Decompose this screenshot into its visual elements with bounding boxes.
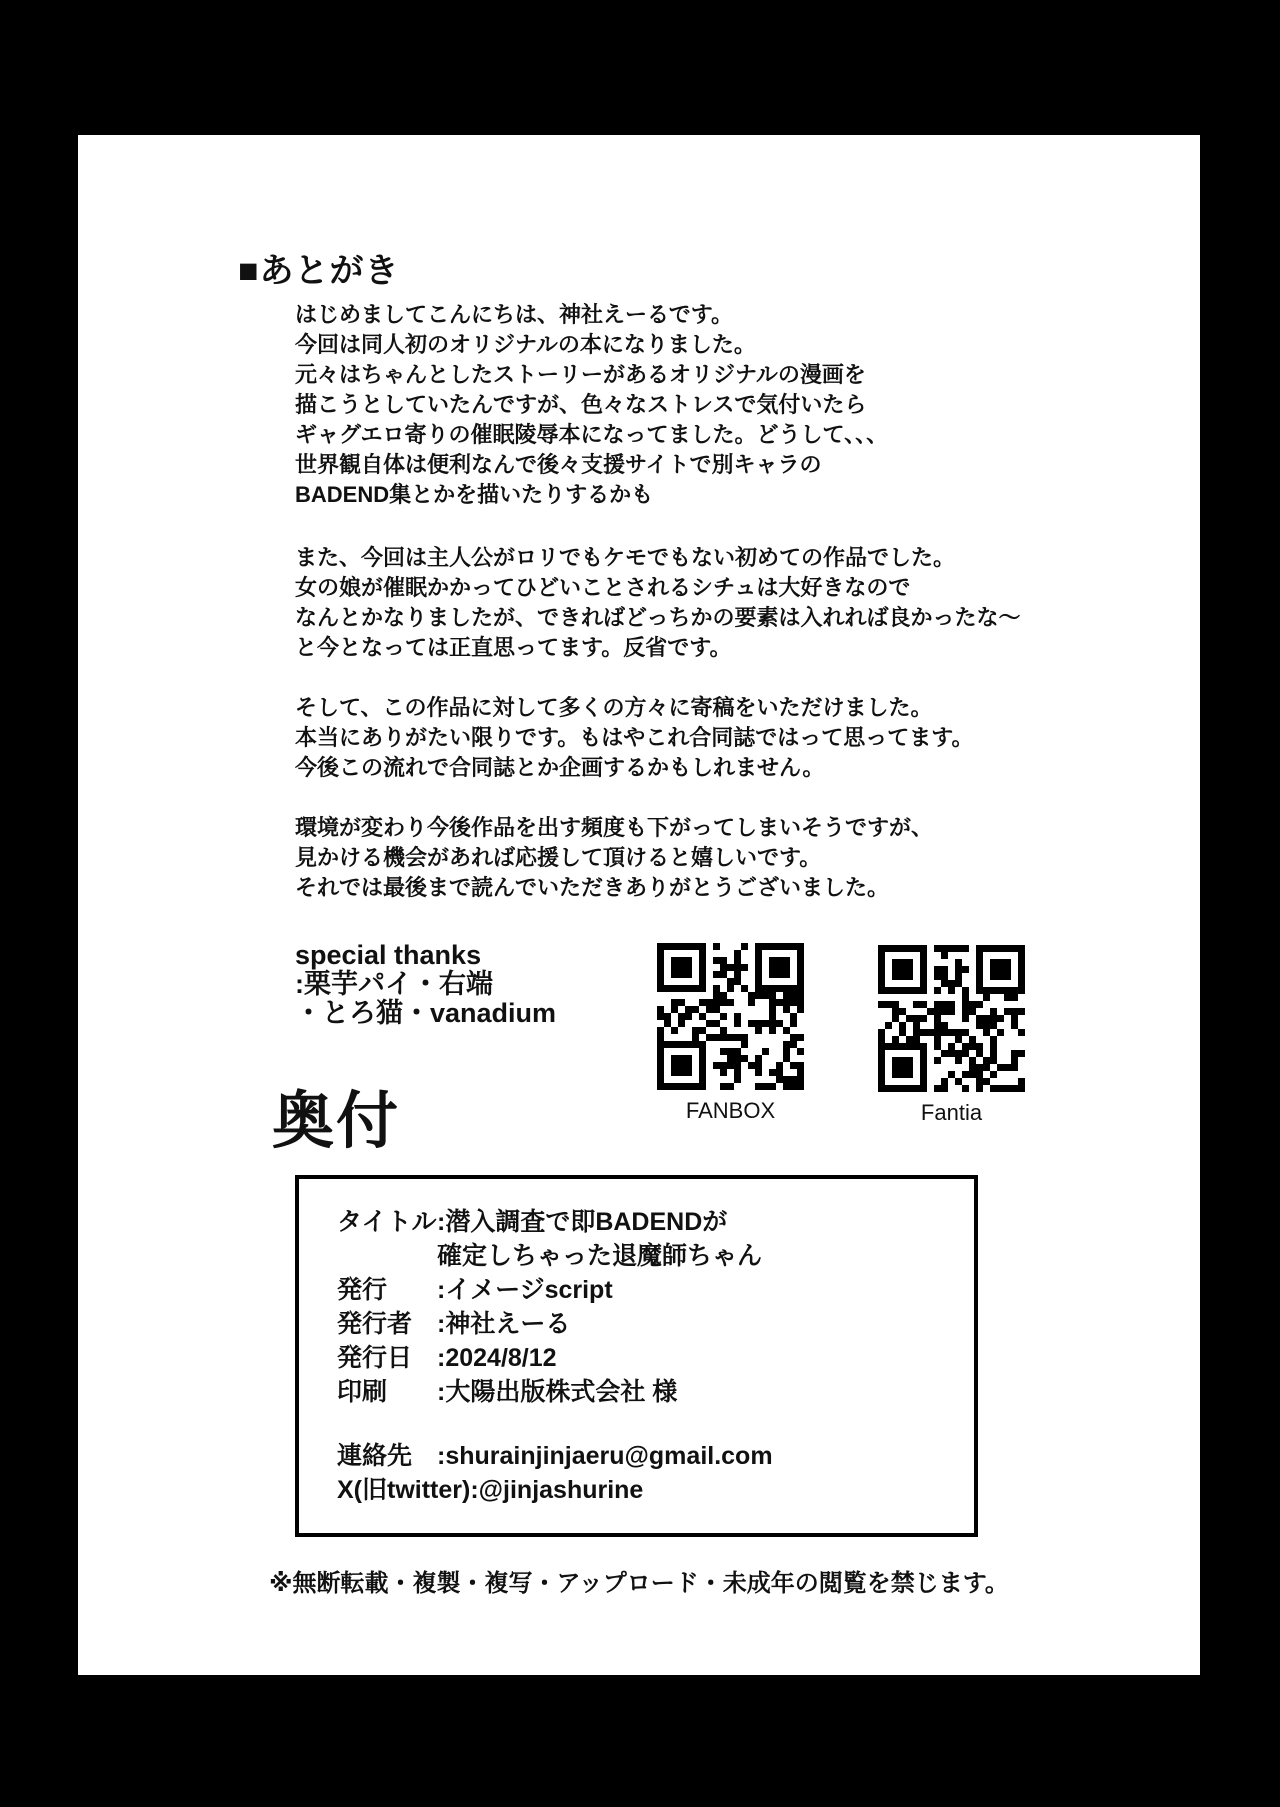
paragraph-line: 描こうとしていたんですが、色々なストレスで気付いたら (295, 392, 867, 417)
fantia-qr-code (878, 945, 1025, 1092)
paragraph-line: ギャグエロ寄りの催眠陵辱本になってました。どうして、、、 (295, 422, 889, 447)
special-thanks-names: :栗芋パイ・右端 (295, 969, 493, 999)
fantia-qr-block (878, 945, 1025, 1126)
paragraph-line: と今となっては正直思ってます。反省です。 (295, 635, 732, 660)
paragraph-line: 元々はちゃんとしたストーリーがあるオリジナルの漫画を (295, 362, 866, 387)
colophon-row-title-cont (337, 1239, 964, 1273)
paragraph-line: また、今回は主人公がロリでもケモでもない初めての作品でした。 (295, 545, 956, 570)
colophon-heading: 奥付 (272, 1087, 401, 1156)
paragraph-line: 女の娘が催眠かかってひどいことされるシチュは大好きなので (295, 575, 911, 600)
colophon-value: :潜入調査で即BADENDが (437, 1208, 728, 1236)
paragraph-line: なんとかなりましたが、できればどっちかの要素は入れれば良かったな〜 (295, 605, 1021, 630)
special-thanks-title: special thanks (295, 940, 482, 970)
fanbox-qr-code (657, 943, 804, 1090)
colophon-label: 発行 (337, 1276, 388, 1304)
colophon-row-twitter (337, 1473, 964, 1507)
paragraph-line: 見かける機会があれば応援して頂けると嬉しいです。 (295, 845, 822, 870)
paragraph-line: はじめましてこんにちは、神社えーるです。 (295, 302, 734, 327)
colophon-value: :2024/8/12 (437, 1344, 557, 1372)
colophon-value: :shurainjinjaeru@gmail.com (437, 1442, 773, 1470)
copyright-notice: ※無断転載・複製・複写・アップロード・未成年の閲覧を禁じます。 (269, 1570, 1009, 1597)
paragraph-line: BADEND集とかを描いたりするかも (295, 482, 654, 507)
fanbox-qr-label: FANBOX (685, 1098, 776, 1123)
paragraph-line: 今回は同人初のオリジナルの本になりました。 (295, 332, 756, 357)
colophon-row-contact (337, 1439, 964, 1473)
fanbox-qr-block (657, 943, 804, 1124)
colophon-row-publisher (337, 1273, 964, 1307)
colophon-box (295, 1175, 978, 1537)
colophon-value: :大陽出版株式会社 様 (437, 1378, 678, 1406)
colophon-label: 発行者 (337, 1310, 413, 1338)
afterword-paragraph-2 (295, 543, 1021, 663)
afterword-paragraph-3 (295, 693, 973, 783)
colophon-label: 発行日 (337, 1344, 413, 1372)
colophon-row-printer (337, 1375, 964, 1409)
colophon-label (337, 1239, 437, 1273)
colophon-label: 印刷 (337, 1378, 388, 1406)
special-thanks-block (295, 941, 556, 1028)
paragraph-line: 環境が変わり今後作品を出す頻度も下がってしまいそうですが、 (295, 815, 934, 840)
special-thanks-names: ・とろ猫・vanadium (295, 998, 557, 1028)
paragraph-line: そして、この作品に対して多くの方々に寄稿をいただけました。 (295, 695, 933, 720)
colophon-row-date (337, 1341, 964, 1375)
fantia-qr-label: Fantia (920, 1100, 983, 1125)
afterword-paragraph-4 (295, 813, 933, 903)
colophon-row-author (337, 1307, 964, 1341)
colophon-value: :イメージscript (437, 1276, 613, 1304)
colophon-value: 確定しちゃった退魔師ちゃん (437, 1242, 763, 1270)
afterword-paragraph-1 (295, 300, 888, 510)
colophon-value: :神社えーる (437, 1310, 571, 1338)
colophon-label: 連絡先 (337, 1442, 413, 1470)
afterword-page (78, 135, 1200, 1675)
colophon-value: :@jinjashurine (470, 1476, 644, 1504)
colophon-label: タイトル (337, 1208, 437, 1236)
colophon-rows (337, 1205, 964, 1507)
colophon-row-title (337, 1205, 964, 1239)
paragraph-line: それでは最後まで読んでいただきありがとうございました。 (295, 875, 890, 900)
paragraph-line: 本当にありがたい限りです。もはやこれ合同誌ではって思ってます。 (295, 725, 974, 750)
paragraph-line: 世界観自体は便利なんで後々支援サイトで別キャラの (295, 452, 822, 477)
paragraph-line: 今後この流れで合同誌とか企画するかもしれません。 (295, 755, 825, 780)
colophon-label: X(旧twitter) (337, 1476, 471, 1504)
page-title: ■あとがき (238, 252, 400, 290)
